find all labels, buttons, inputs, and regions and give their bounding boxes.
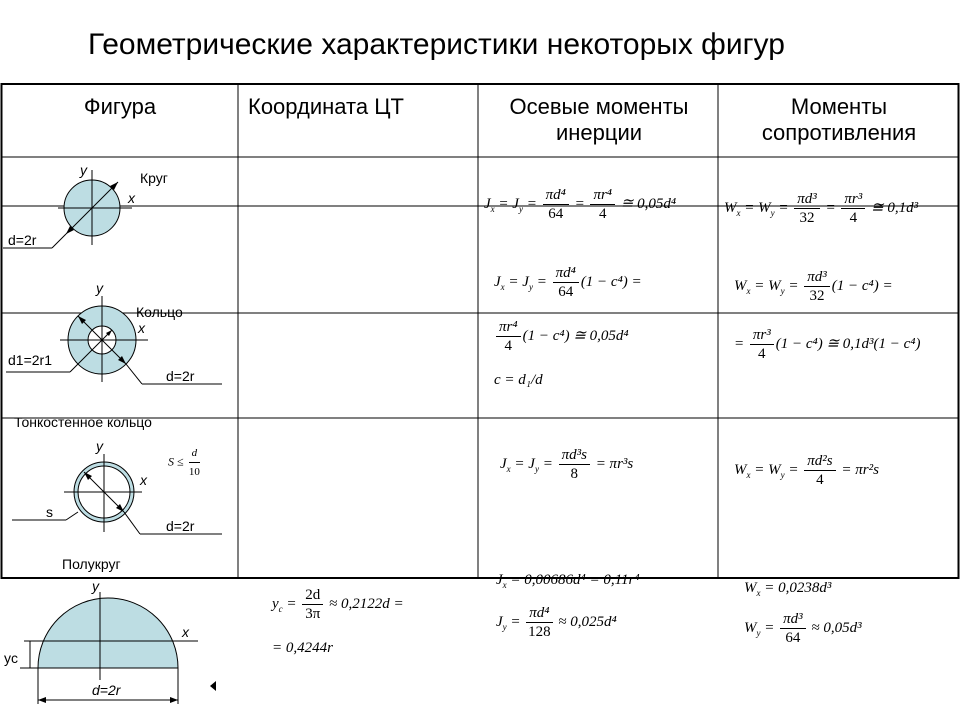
semicircle-inertia-x-formula: $J_x = 0,00686d^4 = 0,11r^4$ (496, 572, 640, 590)
semicircle-yc-label: yc (4, 650, 18, 666)
thin-ring-modulus-formula: $W_x = W_y$ = $\frac{\text{πd²s}}{4}$ = πr²s (734, 453, 879, 488)
semicircle-modulus-x-formula: $W_x = 0,0238d^3$ (744, 580, 832, 598)
thin-ring-dim: d=2r (166, 518, 195, 534)
circle-y-axis-label: y (80, 162, 87, 178)
ring-inertia-formula-2: $\frac{\text{πr⁴}}{4}$ (1 − c⁴) ≅ 0,05d⁴ (494, 318, 629, 355)
thin-ring-x-axis-label: x (140, 472, 147, 488)
ring-y-axis-label: y (96, 280, 103, 296)
ring-c-definition: c = d₁/d (494, 372, 543, 388)
circle-name: Круг (140, 170, 168, 186)
page-title: Геометрические характеристики некоторых фигур (88, 28, 785, 61)
circle-x-axis-label: x (128, 190, 135, 206)
circle-dim: d=2r (8, 232, 37, 248)
circle-modulus-formula: $W_x = W_y$ = $\frac{\text{πd³}}{32}$ = $\frac{\text{πr³}}{4}$ ≅ 0,1d³ (724, 191, 919, 226)
ring-x-axis-label: x (138, 320, 145, 336)
thin-ring-y-axis-label: y (96, 438, 103, 454)
ring-inertia-formula-1: $J_x = J_y$ = $\frac{\text{πd⁴}}{64}$ (1 − c⁴) = (494, 265, 642, 300)
semicircle-dim: d=2r (92, 682, 121, 698)
semicircle-centroid-formula-1: $y_c$ = $\frac{2d}{3\pi}$ ≈ 0,2122d = (272, 587, 404, 622)
circle-inertia-formula: $J_x = J_y$ = $\frac{\text{πd⁴}}{64}$ = $\frac{\text{πr⁴}}{4}$ ≅ 0,05d⁴ (484, 187, 677, 222)
ring-dim1: d1=2r1 (8, 352, 52, 368)
header-axial-moments: Осевые моменты инерции (509, 94, 689, 145)
header-figure: Фигура (83, 94, 157, 119)
semicircle-name: Полукруг (62, 556, 121, 572)
header-section-moduli: Моменты сопротивления (761, 94, 917, 145)
semicircle-y-axis-label: y (92, 578, 99, 594)
semicircle-modulus-y-formula: $W_y$ = $\frac{\text{πd³}}{64}$ ≈ 0,05d³ (744, 611, 862, 646)
thin-ring-inertia-formula: $J_x = J_y$ = $\frac{\text{πd³s}}{8}$ = πr³s (500, 447, 634, 482)
thin-ring-s-label: s (46, 504, 53, 520)
header-centroid: Координата ЦТ (248, 94, 404, 119)
semicircle-inertia-y-formula: $J_y$ = $\frac{\text{πd⁴}}{128}$ ≈ 0,025d⁴ (496, 605, 617, 640)
thin-ring-name: Тонкостенное кольцо (14, 414, 152, 430)
semicircle-x-axis-label: x (182, 624, 189, 640)
ring-modulus-formula-1: $W_x = W_y$ = $\frac{\text{πd³}}{32}$ (1 − c⁴) = (734, 269, 893, 304)
ring-dim: d=2r (166, 368, 195, 384)
thin-ring-condition: S ≤ $\frac{d}{10}$ (168, 444, 202, 481)
semicircle-centroid-formula-2: = 0,4244r (272, 640, 333, 656)
ring-name: Кольцо (136, 304, 183, 320)
ring-modulus-formula-2: = $\frac{\text{πr³}}{4}$ (1 − c⁴) ≅ 0,1d³(1 − c⁴) (734, 327, 921, 362)
